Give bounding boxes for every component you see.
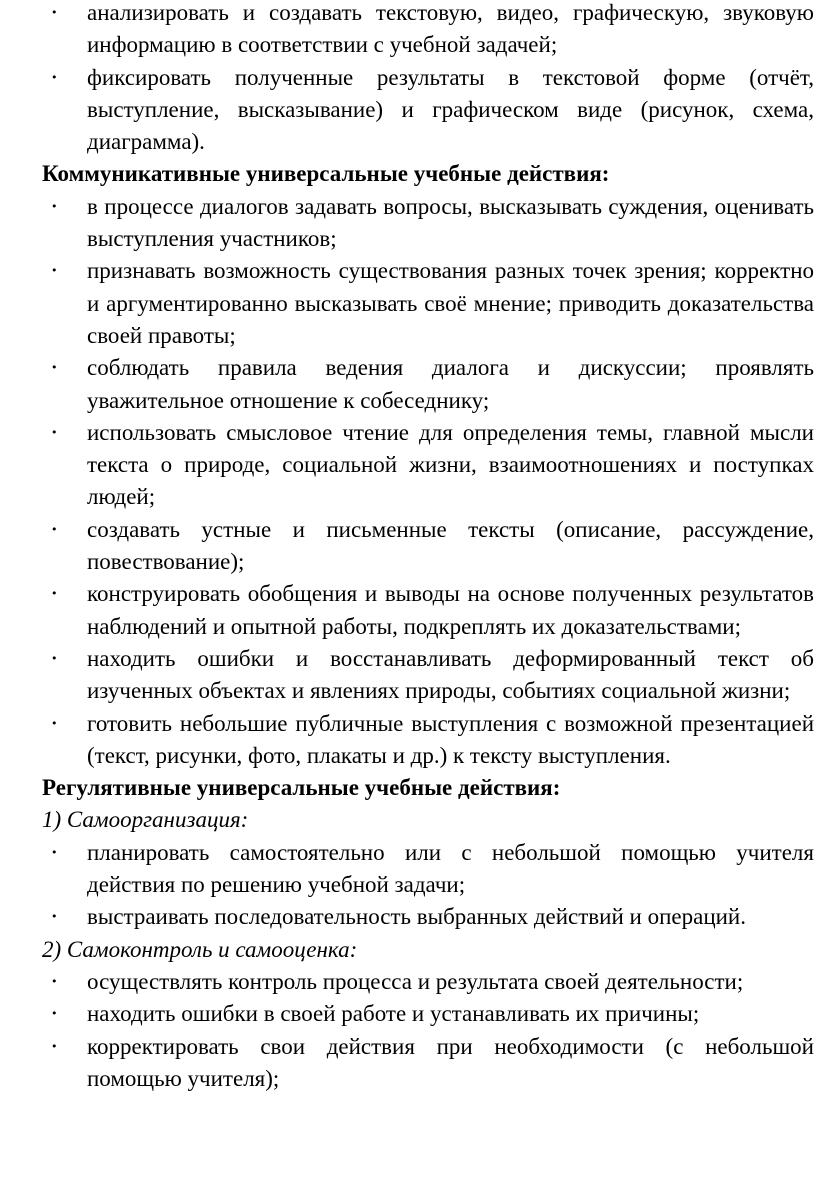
bullet-icon: • (51, 6, 58, 19)
list-item (51, 514, 814, 579)
list-item (51, 998, 814, 1030)
list-item (51, 708, 814, 773)
list-item (51, 578, 814, 643)
list-item (51, 255, 814, 352)
list-item (51, 901, 814, 933)
bullet-icon: • (51, 425, 58, 439)
list-item (51, 352, 814, 417)
list-item (51, 191, 814, 256)
bullet-icon: • (51, 1039, 58, 1053)
bullet-icon: • (51, 587, 58, 601)
section-heading-regulatory: Регулятивные универсальные учебные действия: (42, 775, 561, 801)
list-item-text: в процессе диалогов задавать вопросы, высказывать суждения, оценивать выступления участников; (87, 193, 814, 252)
list-item-text: находить ошибки в своей работе и устанавливать их причины; (87, 1001, 700, 1027)
list-item (51, 966, 814, 998)
bullet-list-communicative (51, 191, 814, 772)
list-item-text: выстраивать последовательность выбранных действий и операций. (87, 904, 746, 930)
list-item (51, 1031, 814, 1096)
list-item-text: готовить небольшие публичные выступления с возможной презентацией (текст, рисунки, фото, плакаты и др.) к тексту выступления. (87, 710, 814, 768)
bullet-icon: • (51, 716, 58, 730)
bullet-icon: • (51, 199, 58, 213)
list-item-text: конструировать обобщения и выводы на основе полученных результатов наблюдений и опытной работы, подкреплять их доказательствами; (87, 581, 814, 639)
bullet-icon: • (51, 910, 58, 924)
bullet-list-information (51, 0, 814, 158)
list-item-text: соблюдать правила ведения диалога и дискуссии; проявлять уважительное отношение к собеседнику; (87, 355, 814, 413)
list-item (51, 62, 814, 159)
list-item (51, 0, 814, 62)
bullet-icon: • (51, 522, 58, 536)
list-item-text: признавать возможность существования разных точек зрения; корректно и аргументированно высказывать своё мнение; приводить доказательства своей правоты; (87, 258, 814, 348)
bullet-icon: • (51, 974, 58, 988)
bullet-icon: • (51, 70, 58, 84)
section-heading-communicative: Коммуникативные универсальные учебные действия: (42, 161, 610, 187)
list-item-text: создавать устные и письменные тексты (описание, рассуждение, повествование); (87, 516, 814, 575)
bullet-icon: • (51, 264, 58, 278)
list-item-text: осуществлять контроль процесса и результата своей деятельности; (87, 968, 744, 994)
bullet-list-self-organization (51, 837, 814, 934)
bullet-icon: • (51, 651, 58, 665)
bullet-icon: • (51, 1007, 58, 1021)
subsection-heading-self-organization: 1) Самоорганизация: (42, 807, 249, 833)
list-item (51, 837, 814, 902)
list-item-text: использовать смысловое чтение для определения темы, главной мысли текста о природе, социальной жизни, взаимоотношениях и поступках людей; (87, 419, 814, 510)
list-item-text: планировать самостоятельно или с небольшой помощью учителя действия по решению учебной задачи; (87, 839, 814, 898)
list-item (51, 417, 814, 514)
bullet-list-self-control (51, 966, 814, 1095)
bullet-icon: • (51, 845, 58, 859)
list-item-text: корректировать свои действия при необходимости (с небольшой помощью учителя); (87, 1033, 814, 1091)
list-item-text: фиксировать полученные результаты в текстовой форме (отчёт, выступление, высказывание) и графическом виде (рисунок, схема, диаграмма). (87, 64, 814, 155)
list-item (51, 643, 814, 708)
list-item-text: анализировать и создавать текстовую, видео, графическую, звуковую информацию в соответствии с учебной задачей; (87, 0, 814, 58)
document-body (42, 0, 814, 1095)
bullet-icon: • (51, 361, 58, 375)
list-item-text: находить ошибки и восстанавливать деформированный текст об изученных объектах и явлениях природы, событиях социальной жизни; (87, 645, 814, 704)
subsection-heading-self-control: 2) Самоконтроль и самооценка: (42, 936, 358, 962)
